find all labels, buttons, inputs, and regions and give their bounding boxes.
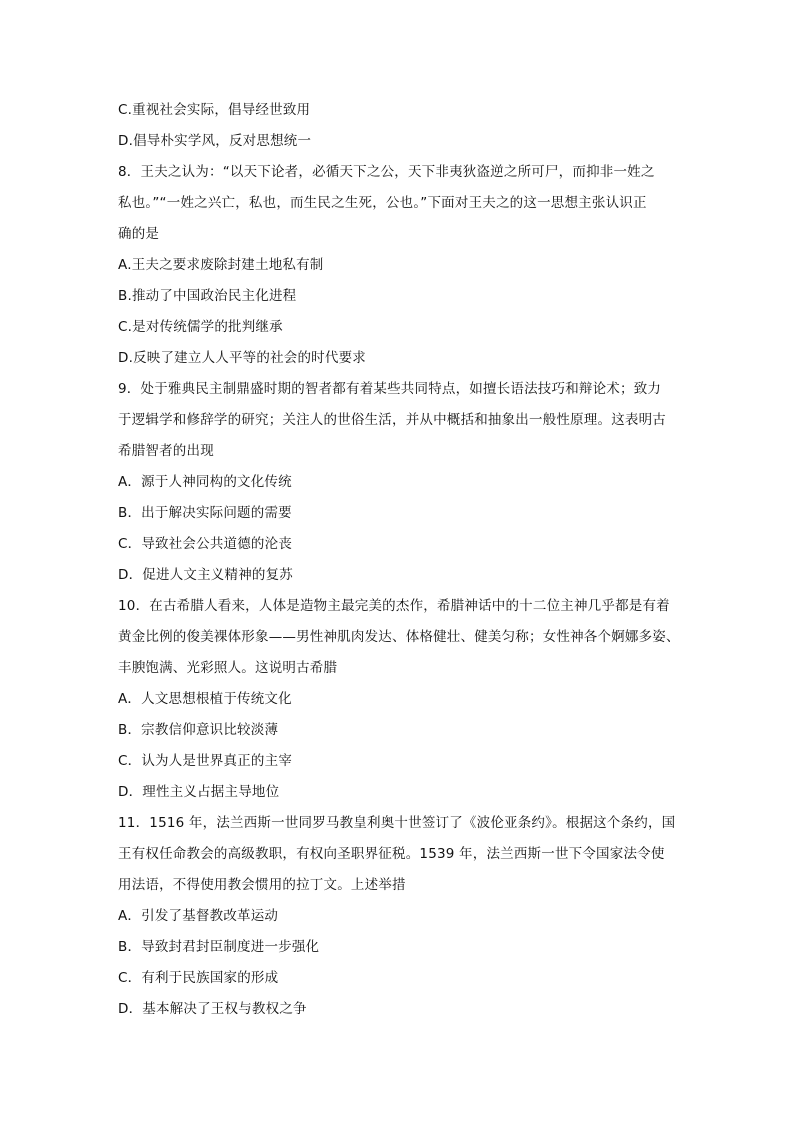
question-content	[118, 100, 678, 1030]
answer-option: B．导致封君封臣制度进一步强化	[118, 939, 320, 955]
answer-option: C.是对传统儒学的批判继承	[118, 319, 283, 335]
answer-option: D．促进人文主义精神的复苏	[118, 567, 293, 583]
answer-option: B．出于解决实际问题的需要	[118, 505, 292, 521]
question-stem-line: 王有权任命教会的高级教职，有权向圣职界征税。1539 年，法兰西斯一世下令国家法令使	[118, 846, 665, 862]
question-stem-line: 希腊智者的出现	[118, 443, 214, 459]
answer-option: A.王夫之要求废除封建土地私有制	[118, 257, 324, 273]
question-stem	[118, 379, 678, 461]
question-stem-line: 私也。”“一姓之兴亡，私也，而生民之生死，公也。”下面对王夫之的这一思想主张认识正	[118, 195, 647, 211]
answer-option: B.推动了中国政治民主化进程	[118, 288, 297, 304]
question-stem-line: 于逻辑学和修辞学的研究；关注人的世俗生活，并从中概括和抽象出一般性原理。这表明古	[118, 412, 666, 428]
answer-option: D.反映了建立人人平等的社会的时代要求	[118, 350, 366, 366]
question-stem	[118, 162, 678, 244]
question-stem-line: 确的是	[118, 226, 160, 242]
question-stem-line: 用法语，不得使用教会惯用的拉丁文。上述举措	[118, 877, 406, 893]
answer-option: C.重视社会实际，倡导经世致用	[118, 102, 311, 118]
question-stem-line: 9．处于雅典民主制鼎盛时期的智者都有着某些共同特点，如擅长语法技巧和辩论术；致力	[118, 381, 662, 397]
answer-option: A．源于人神同构的文化传统	[118, 474, 292, 490]
answer-option: D.倡导朴实学风，反对思想统一	[118, 133, 312, 149]
answer-option: C．导致社会公共道德的沦丧	[118, 536, 293, 552]
answer-option: C．有利于民族国家的形成	[118, 970, 279, 986]
question-stem-line: 11．1516 年，法兰西斯一世同罗马教皇利奥十世签订了《波伦亚条约》。根据这个条约，国	[118, 815, 676, 831]
question-stem-line: 8．王夫之认为：“以天下论者，必循天下之公，天下非夷狄盗逆之所可尸，而抑非一姓之	[118, 164, 655, 180]
answer-option: A．人文思想根植于传统文化	[118, 691, 292, 707]
question-stem-line: 丰腴饱满、光彩照人。这说明古希腊	[118, 660, 338, 676]
answer-option: B．宗教信仰意识比较淡薄	[118, 722, 279, 738]
question-stem	[118, 596, 678, 678]
question-stem-line: 10．在古希腊人看来，人体是造物主最完美的杰作，希腊神话中的十二位主神几乎都是有着	[118, 598, 670, 614]
answer-option: A．引发了基督教改革运动	[118, 908, 279, 924]
answer-option: D．基本解决了王权与教权之争	[118, 1001, 307, 1017]
question-stem-line: 黄金比例的俊美裸体形象——男性神肌肉发达、体格健壮、健美匀称；女性神各个婀娜多姿、	[118, 629, 680, 645]
answer-option: C．认为人是世界真正的主宰	[118, 753, 293, 769]
question-stem	[118, 813, 678, 895]
answer-option: D．理性主义占据主导地位	[118, 784, 280, 800]
